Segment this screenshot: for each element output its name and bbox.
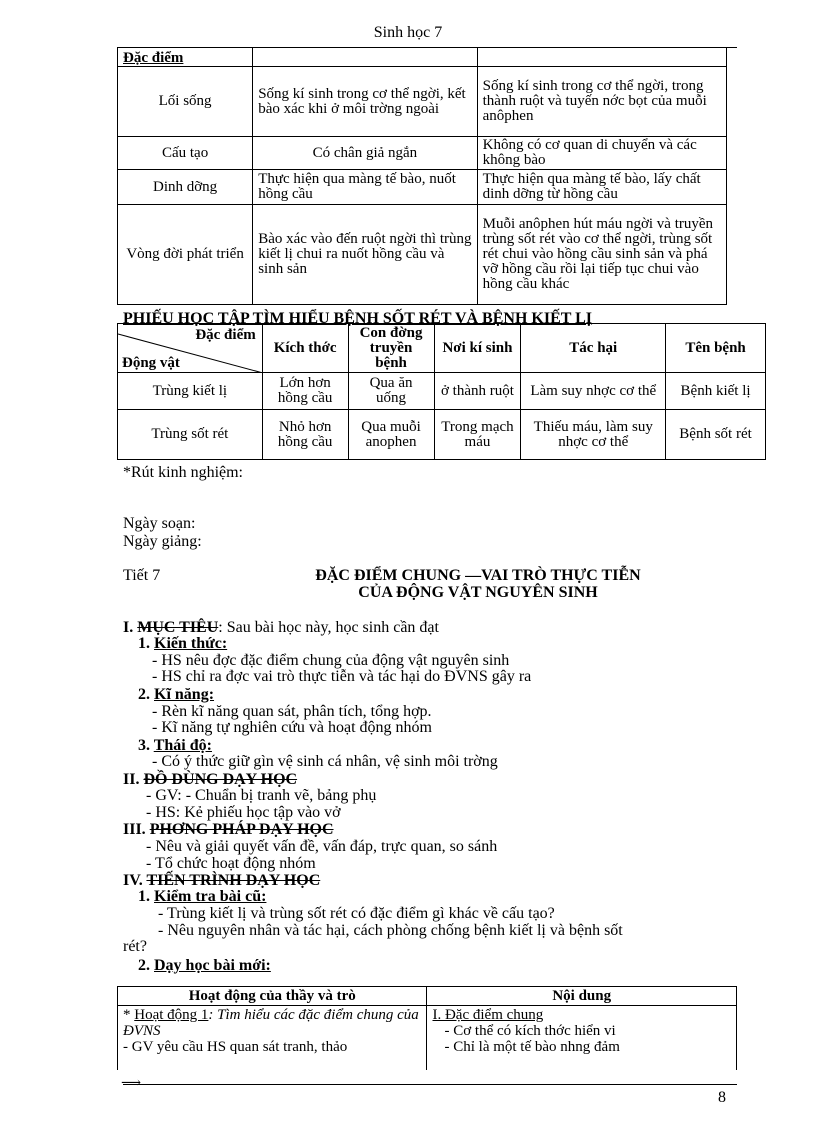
table-cell: Thực hiện qua màng tế bào, lấy chất dinh dỡng từ hồng cầu: [477, 170, 726, 205]
table-cell: Sống kí sinh trong cơ thể ngời, kết bào xác khi ở môi trờng ngoài: [253, 67, 477, 137]
lesson-title-line1: ĐẶC ĐIỂM CHUNG —VAI TRÒ THỰC TIỄN: [315, 567, 641, 584]
section-methods: III. PHƠNG PHÁP DẠY HỌC: [123, 821, 334, 838]
activity-line: - GV yêu cầu HS quan sát tranh, thảo: [123, 1039, 348, 1055]
list-item: - Nêu nguyên nhân và tác hại, cách phòng chống bệnh kiết lị và bệnh sốt: [158, 922, 623, 939]
content-line: - Chỉ là một tế bào nhng đảm: [444, 1039, 620, 1055]
corner-top-label: Đặc điểm: [195, 327, 256, 343]
subsection-skills: 2. Kĩ năng:: [138, 686, 215, 703]
list-item: - HS: Kẻ phiếu học tập vào vở: [146, 804, 341, 821]
worksheet-title: PHIẾU HỌC TẬP TÌM HIỂU BỆNH SỐT RÉT VÀ BỆNH KIẾT LỊ: [123, 310, 593, 327]
lesson-title-line2: CỦA ĐỘNG VẬT NGUYÊN SINH: [358, 584, 598, 601]
table-cell: Không có cơ quan di chuyển và các không bào: [477, 137, 726, 170]
activity-table: [117, 986, 737, 1070]
list-item-continued: rét?: [123, 938, 147, 955]
table-cell: Trong mạch máu: [434, 410, 521, 460]
row-label: Dinh dỡng: [118, 170, 253, 205]
lesson-period: Tiết 7: [123, 567, 161, 584]
column-header: Tác hại: [521, 324, 666, 373]
column-header: Con đờng truyền bệnh: [348, 324, 434, 373]
table-header-label: Đặc điểm: [118, 48, 253, 67]
section-number: I.: [123, 619, 134, 636]
worksheet-table: [117, 323, 766, 460]
table-cell: ở thành ruột: [434, 373, 521, 410]
footer-rule: [123, 1084, 737, 1085]
table-cell: Bệnh sốt rét: [666, 410, 766, 460]
experience-note: *Rút kinh nghiệm:: [123, 464, 243, 481]
row-label: Trùng sốt rét: [118, 410, 263, 460]
content-cell: [427, 1006, 737, 1070]
list-item: - Kĩ năng tự nghiên cứu và hoạt động nhóm: [152, 719, 432, 736]
subsection-review: 1. Kiểm tra bài cũ:: [138, 888, 267, 905]
table-cell: Muỗi anôphen hút máu ngời và truyền trùng sốt rét vào cơ thể ngời, trùng sốt rét chui vào hồng cầu sinh sản và phá vỡ hồng cầu rồi lại tiếp tục chui vào hồng cầu khác: [477, 205, 726, 305]
corner-bottom-label: Động vật: [122, 355, 180, 371]
table-cell: Qua ăn uống: [348, 373, 434, 410]
table-cell: Nhỏ hơn hồng cầu: [262, 410, 348, 460]
row-label: Cấu tạo: [118, 137, 253, 170]
section-process: IV. TIẾN TRÌNH DẠY HỌC: [123, 872, 321, 889]
list-item: - GV: - Chuẩn bị tranh vẽ, bảng phụ: [146, 787, 377, 804]
table-cell: Lớn hơn hồng cầu: [262, 373, 348, 410]
column-header: Nơi kí sinh: [434, 324, 521, 373]
list-item: - HS chỉ ra đợc vai trò thực tiễn và tác hại do ĐVNS gây ra: [152, 668, 532, 685]
row-label: Lối sống: [118, 67, 253, 137]
section-title: MỤC TIÊU: [137, 619, 219, 636]
content-heading: I. Đặc điểm chung: [432, 1007, 544, 1023]
column-header: Tên bệnh: [666, 324, 766, 373]
subsection-new-lesson: 2. Dạy học bài mới:: [138, 957, 271, 974]
content-line: - Cơ thể có kích thớc hiển vi: [444, 1023, 616, 1039]
page-number: 8: [718, 1089, 726, 1106]
table-cell: Thực hiện qua màng tế bào, nuốt hồng cầu: [253, 170, 477, 205]
column-header: Nội dung: [427, 987, 737, 1006]
table-cell: Bào xác vào đến ruột ngời thì trùng kiết lị chui ra nuốt hồng cầu và sinh sản: [253, 205, 477, 305]
subsection-knowledge: 1. Kiến thức:: [138, 635, 228, 652]
teach-date: Ngày giảng:: [123, 533, 202, 550]
section-objectives: [123, 620, 439, 636]
activity-label: Hoạt động 1: [134, 1007, 209, 1023]
column-header: Kích thớc: [262, 324, 348, 373]
table-cell: Thiếu máu, làm suy nhợc cơ thể: [521, 410, 666, 460]
table-cell: Bệnh kiết lị: [666, 373, 766, 410]
table-cell: Có chân giả ngắn: [253, 137, 477, 170]
list-item: - Có ý thức giữ gìn vệ sinh cá nhân, vệ sinh môi trờng: [152, 753, 498, 770]
activity-cell: * Hoạt động 1: Tìm hiểu các đặc điểm chung của ĐVNS - GV yêu cầu HS quan sát tranh, thảo: [118, 1006, 427, 1070]
arrow-icon: ⟶: [121, 1076, 142, 1091]
table-cell: Làm suy nhợc cơ thể: [521, 373, 666, 410]
table-cell: Qua muỗi anophen: [348, 410, 434, 460]
page-header: Sinh học 7: [373, 24, 443, 41]
row-label: Trùng kiết lị: [118, 373, 263, 410]
activity-title: : Tìm hiểu các đặc điểm chung của ĐVNS: [123, 1007, 419, 1039]
section-materials: II. ĐỒ DÙNG DẠY HỌC: [123, 771, 298, 788]
subsection-attitude: 3. Thái độ:: [138, 737, 212, 754]
table-cell: Sống kí sinh trong cơ thể ngời, trong thành ruột và tuyến nớc bọt của muỗi anôphen: [477, 67, 726, 137]
section-rest: : Sau bài học này, học sinh cần đạt: [218, 619, 439, 636]
list-item: - Nêu và giải quyết vấn đề, vấn đáp, trực quan, so sánh: [146, 838, 498, 855]
list-item: - Tổ chức hoạt động nhóm: [146, 855, 316, 872]
comparison-table: [117, 47, 737, 305]
corner-cell: [118, 324, 263, 373]
column-header: Hoạt động của thầy và trò: [118, 987, 427, 1006]
list-item: - HS nêu đợc đặc điểm chung của động vật nguyên sinh: [152, 652, 510, 669]
list-item: - Rèn kĩ năng quan sát, phân tích, tổng hợp.: [152, 703, 432, 720]
row-label: Vòng đời phát triển: [118, 205, 253, 305]
list-item: - Trùng kiết lị và trùng sốt rét có đặc điểm gì khác về cấu tạo?: [158, 905, 555, 922]
prep-date: Ngày soạn:: [123, 515, 196, 532]
